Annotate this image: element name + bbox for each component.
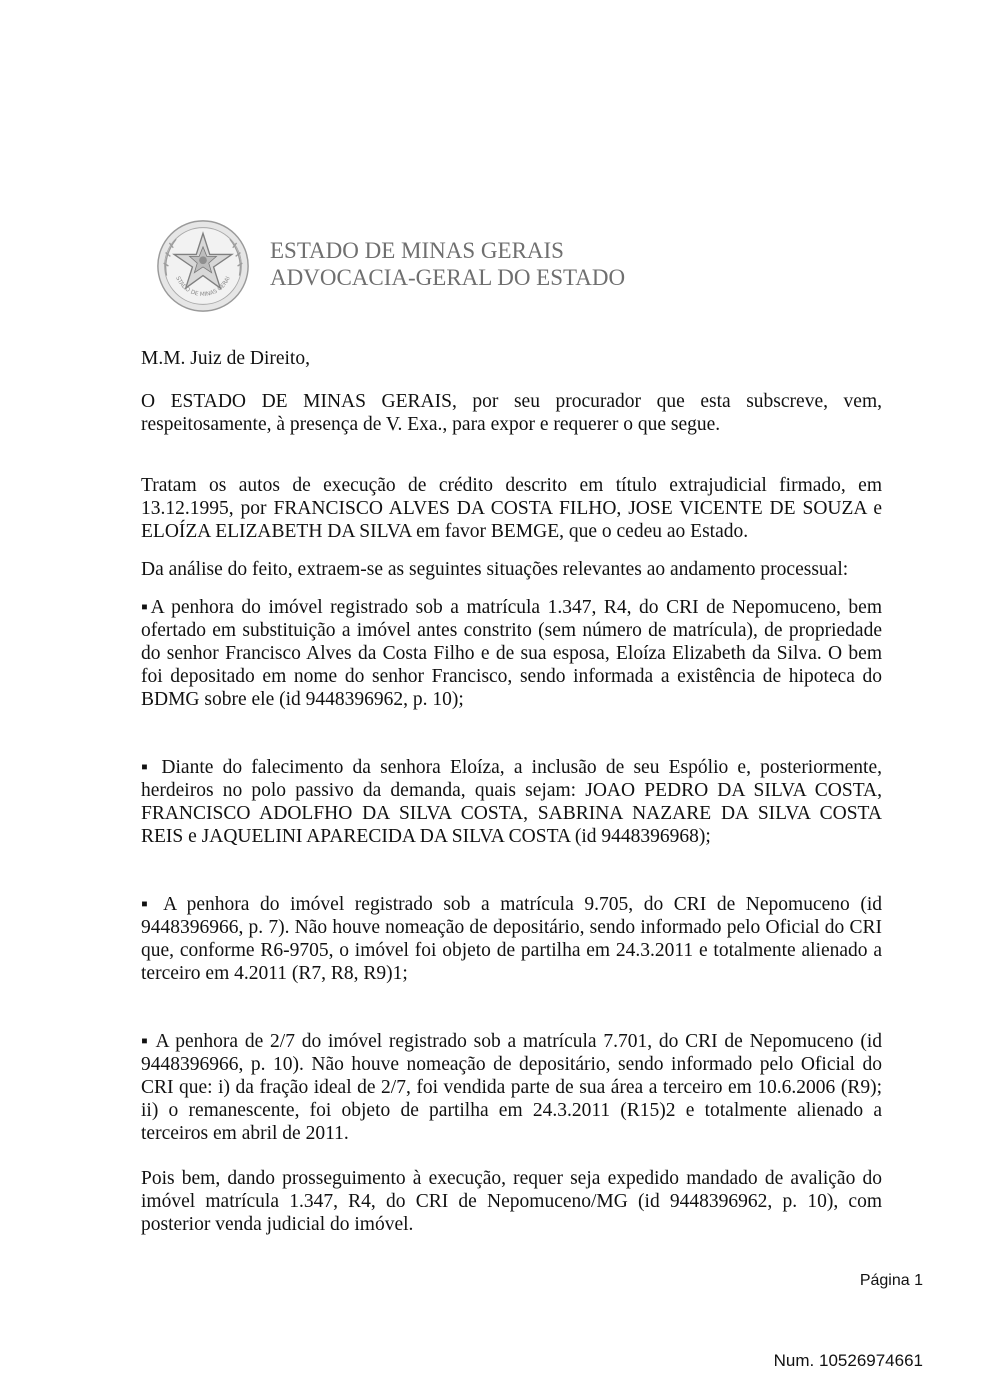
petition-body	[141, 347, 882, 1236]
salutation: M.M. Juiz de Direito,	[141, 348, 310, 369]
conclusion-paragraph: Pois bem, dando prosseguimento à execução, requer seja expedido mandado de avalição do imóvel matrícula 1.347, R4, do CRI de Nepomuceno/MG (id 9448396962, p. 10), com posterior venda judicial do imóvel.	[141, 1168, 882, 1235]
letterhead-state-name: ESTADO DE MINAS GERAIS	[270, 238, 564, 263]
svg-text:ESTADO DE MINAS GERAIS: STADO DE MINAS GERAI	[174, 275, 232, 299]
letterhead-agency-name: ADVOCACIA-GERAL DO ESTADO	[270, 265, 626, 290]
analysis-paragraph: Da análise do feito, extraem-se as seguintes situações relevantes ao andamento processual:	[141, 559, 849, 580]
letterhead-text	[270, 237, 625, 291]
intro-paragraph: O ESTADO DE MINAS GERAIS, por seu procurador que esta subscreve, vem, respeitosamente, à presença de V. Exa., para expor e requerer o que segue.	[141, 391, 882, 435]
case-summary-paragraph: Tratam os autos de execução de crédito descrito em título extrajudicial firmado, em 13.12.1995, por FRANCISCO ALVES DA COSTA FILHO, JOSE VICENTE DE SOUZA e ELOÍZA ELIZABETH DA SILVA em favor BEMGE, que o cedeu ao Estado.	[141, 475, 882, 542]
coat-of-arms-seal-icon	[155, 218, 251, 314]
bullet-item-heirs: ▪ Diante do falecimento da senhora Eloíza, a inclusão de seu Espólio e, posteriormente, herdeiros no polo passivo da demanda, quais sejam: JOAO PEDRO DA SILVA COSTA, FRANCISCO ADOLFHO DA SILVA COSTA, SABRINA NAZARE DA SILVA COSTA REIS e JAQUELINI APARECIDA DA SILVA COSTA (id 9448396968);	[141, 757, 882, 847]
document-number: Num. 10526974661	[773, 1351, 923, 1370]
letterhead	[155, 218, 675, 318]
bullet-item-property-9705: ▪ A penhora do imóvel registrado sob a matrícula 9.705, do CRI de Nepomuceno (id 9448396966, p. 7). Não houve nomeação de depositário, sendo informado pelo Oficial do CRI que, conforme R6-9705, o imóvel foi objeto de partilha em 24.3.2011 e totalmente alienado a terceiro em 4.2011 (R7, R8, R9)1;	[141, 894, 882, 984]
bullet-item-property-1347: ▪A penhora do imóvel registrado sob a matrícula 1.347, R4, do CRI de Nepomuceno, bem ofertado em substituição a imóvel antes constrito (sem número de matrícula), de propriedade do senhor Francisco Alves da Costa Filho e de sua esposa, Eloíza Elizabeth da Silva. O bem foi depositado em nome do senhor Francisco, sendo informada a existência de hipoteca do BDMG sobre ele (id 9448396962, p. 10);	[141, 597, 882, 710]
bullet-item-property-7701: ▪ A penhora de 2/7 do imóvel registrado sob a matrícula 7.701, do CRI de Nepomuceno (id 9448396966, p. 10). Não houve nomeação de depositário, sendo informado pelo Oficial do CRI que: i) da fração ideal de 2/7, foi vendida parte de sua área a terceiro em 10.6.2006 (R9); ii) o remanescente, foi objeto de partilha em 24.3.2011 (R15)2 e totalmente alienado a terceiros em abril de 2011.	[141, 1031, 882, 1144]
page-number: Página 1	[859, 1272, 923, 1289]
